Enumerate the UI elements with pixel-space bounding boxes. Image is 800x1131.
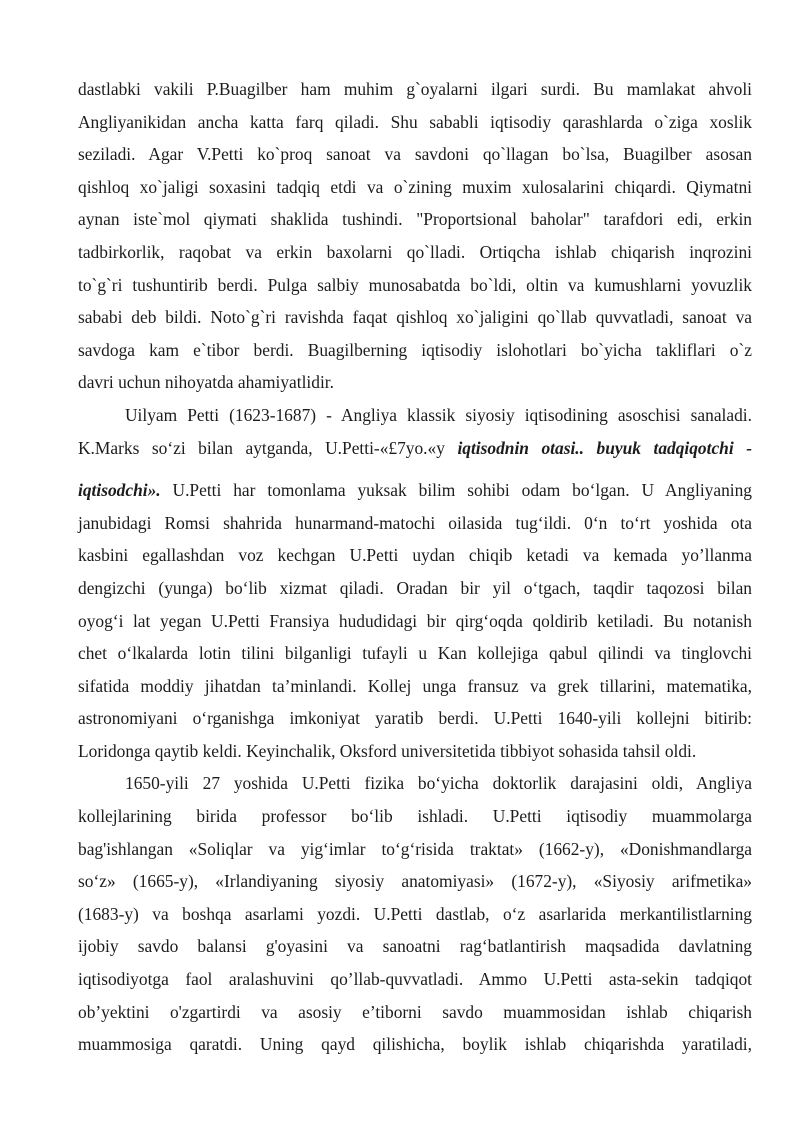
text-line: ob’yektini o'zgartirdi va asosiy e’tiborni savdo muammosidan ishlab chiqarish [78,1001,752,1022]
paragraph-petti-works [78,767,752,1060]
text-line: Loridonga qaytib keldi. Keyinchalik, Oksford universitetida tibbiyot sohasida tahsil oldi. [78,740,697,761]
paragraph-petti-biography [78,399,752,768]
quote-intro: K.Marks so‘zi bilan aytganda, U.Petti-«£7yo.«y [78,437,458,458]
text-line: dengizchi (yunga) bo‘lib xizmat qiladi. Oradan bir yil o‘tgach, taqdir taqozosi bilan [78,577,752,598]
text-line: oyog‘i lat yegan U.Petti Fransiya hududidagi bir qirg‘oqda qoldirib ketiladi. Bu notanish [78,610,752,631]
quote-continuation: U.Petti har tomonlama yuksak bilim sohibi odam bo‘lgan. U Angliyaning [160,480,752,501]
text-line: bag'ishlangan «Soliqlar va yig‘imlar to‘g‘risida traktat» (1662-y), «Donishmandlarga [78,838,752,859]
emphasized-quote-end: iqtisodchi». [78,480,161,501]
text-line: iqtisodiyotga faol aralashuvini qo’llab-quvvatladi. Ammo U.Petti asta-sekin tadqiqot [78,969,752,990]
line-gap [78,464,752,474]
text-line: sababi deb bildi. Noto`g`ri ravishda faqat qishloq xo`jaligini qo`llab quvvatladi, sanoat va [78,307,752,328]
text-line: kasbini egallashdan voz kechgan U.Petti uydan chiqib ketadi va kemada yo’llanma [78,545,752,566]
paragraph-buagilber [78,73,752,399]
text-line: chet o‘lkalarda lotin tilini bilganligi tufayli u Kan kollejiga qabul qilindi va tinglovchi [78,643,752,664]
text-line: to`g`ri tushuntirib berdi. Pulga salbiy munosabatda bo`ldi, oltin va kumushlarni yovuzlik [78,274,752,295]
text-line: dastlabki vakili P.Buagilber ham muhim g`oyalarni ilgari surdi. Bu mamlakat ahvoli [78,79,752,99]
emphasized-quote: iqtisodnin otasi.. buyuk tadqiqotchi - [457,437,752,458]
text-line: sifatida moddiy jihatdan ta’minlandi. Kollej unga fransuz va grek tillarini, matematika, [78,675,752,696]
text-line: qishloq xo`jaligi soxasini tadqiq etdi va o`zining muxim xulosalarini chiqardi. Qiymatni [78,176,752,197]
text-line-with-quote [78,474,752,507]
text-line: davri uchun nihoyatda ahamiyatlidir. [78,372,334,393]
text-line-with-quote [78,432,752,465]
text-line: seziladi. Agar V.Petti ko`proq sanoat va savdoni qo`llagan bo`lsa, Buagilber asosan [78,144,752,165]
text-line: 1650-yili 27 yoshida U.Petti fizika bo‘yicha doktorlik darajasini oldi, Angliya [125,773,752,794]
text-line: so‘z» (1665-y), «Irlandiyaning siyosiy anatomiyasi» (1672-y), «Siyosiy arifmetika» [78,871,752,892]
text-line: aynan iste`mol qiymati shaklida tushindi. "Proportsional baholar" tarafdori edi, erkin [78,209,752,230]
text-line: janubidagi Romsi shahrida hunarmand-matochi oilasida tug‘ildi. 0‘n to‘rt yoshida ota [78,512,752,533]
text-line: Angliyanikidan ancha katta farq qiladi. Shu sababli iqtisodiy qarashlarda o`ziga xoslik [78,111,752,132]
text-line: ijobiy savdo balansi g'oyasini va sanoatni rag‘batlantirish maqsadida davlatning [78,936,752,957]
text-line: astronomiyani o‘rganishga imkoniyat yaratib berdi. U.Petti 1640-yili kollejni bitirib: [78,708,752,729]
text-line: tadbirkorlik, raqobat va erkin baxolarni qo`lladi. Ortiqcha ishlab chiqarish inqrozini [78,241,752,262]
text-line: savdoga kam e`tibor berdi. Buagilberning iqtisodiy islohotlari bo`yicha takliflari o`z [78,339,752,360]
text-line: Uilyam Petti (1623-1687) - Angliya klassik siyosiy iqtisodining asoschisi sanaladi. [125,404,752,425]
text-line: (1683-y) va boshqa asarlami yozdi. U.Petti dastlab, o‘z asarlarida merkantilistlarning [78,903,752,924]
text-line: muammosiga qaratdi. Uning qayd qilishicha, boylik ishlab chiqarishda yaratiladi, [78,1034,752,1055]
document-page [78,73,752,1061]
text-line: kollejlarining birida professor bo‘lib ishladi. U.Petti iqtisodiy muammolarga [78,806,752,827]
